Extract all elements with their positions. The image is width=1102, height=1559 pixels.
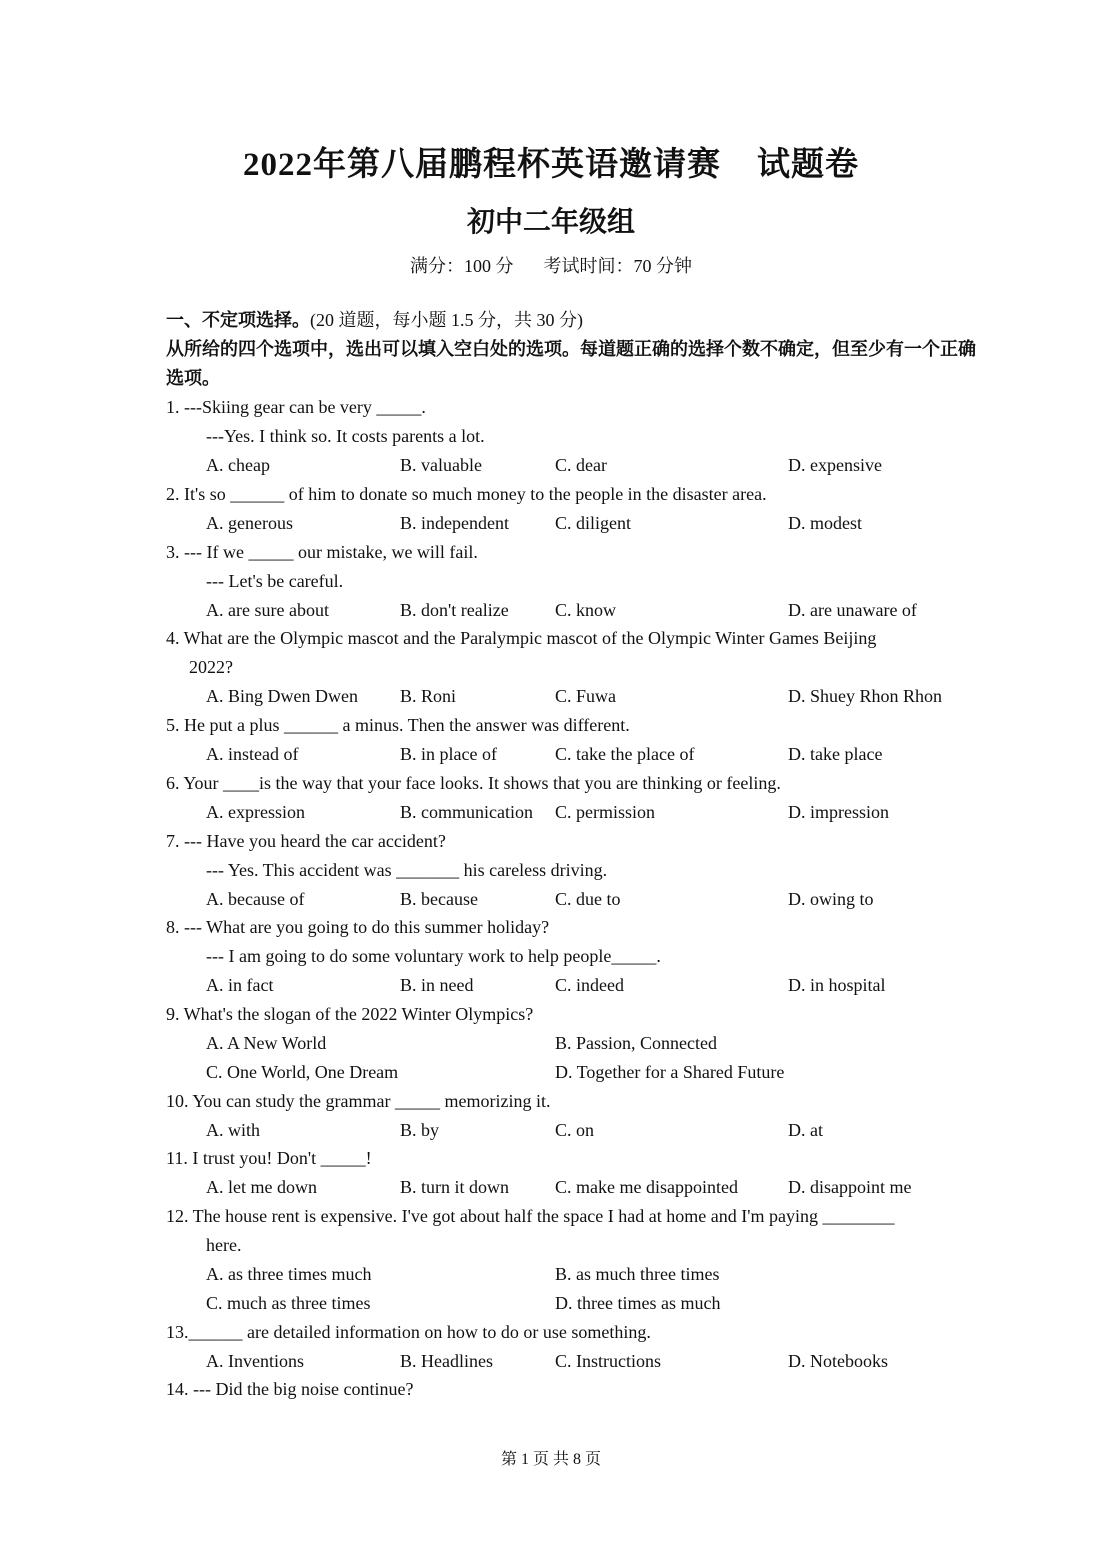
- option-a[interactable]: A. A New World: [206, 1033, 327, 1053]
- option-b[interactable]: B. independent: [400, 513, 509, 533]
- option-d[interactable]: D. Together for a Shared Future: [555, 1062, 785, 1082]
- option-b[interactable]: B. Headlines: [400, 1351, 493, 1371]
- options-row: [166, 1260, 986, 1289]
- option-d[interactable]: D. are unaware of: [788, 600, 917, 620]
- question-10: [166, 1087, 986, 1145]
- options-row: [166, 1116, 986, 1145]
- options-row: [166, 509, 986, 538]
- page-subtitle: 初中二年级组: [466, 207, 635, 238]
- option-c[interactable]: C. indeed: [555, 975, 624, 995]
- option-c[interactable]: C. make me disappointed: [555, 1177, 738, 1197]
- options-row: [166, 1058, 986, 1087]
- exam-meta: [0, 252, 1102, 278]
- question-9: [166, 1000, 986, 1087]
- option-b[interactable]: B. don't realize: [400, 600, 509, 620]
- option-c[interactable]: C. diligent: [555, 513, 631, 533]
- option-a[interactable]: A. instead of: [206, 744, 299, 764]
- options-row: [166, 682, 986, 711]
- options-row: [166, 1347, 986, 1376]
- option-a[interactable]: A. generous: [206, 513, 293, 533]
- option-b[interactable]: B. valuable: [400, 455, 482, 475]
- option-c[interactable]: C. due to: [555, 889, 621, 909]
- title-tail: 试题卷: [757, 147, 859, 183]
- question-dialog: --- I am going to do some voluntary work to help people_____.: [206, 946, 661, 966]
- options-row: [166, 1029, 986, 1058]
- option-a[interactable]: A. as three times much: [206, 1264, 372, 1284]
- question-1: [166, 393, 986, 480]
- options-row: [166, 971, 986, 1000]
- option-b[interactable]: B. as much three times: [555, 1264, 720, 1284]
- option-d[interactable]: D. expensive: [788, 455, 882, 475]
- section-note: (20 道题，每小题 1.5 分，共 30 分): [310, 310, 583, 330]
- option-b[interactable]: B. turn it down: [400, 1177, 510, 1197]
- page-footer: 第 1 页 共 8 页: [500, 1451, 601, 1468]
- question-stem: 14. --- Did the big noise continue?: [166, 1379, 414, 1399]
- option-b[interactable]: B. Passion, Connected: [555, 1033, 717, 1053]
- question-12: [166, 1202, 986, 1318]
- options-row: [166, 1173, 986, 1202]
- question-stem: 8. --- What are you going to do this summer holiday?: [166, 917, 550, 937]
- title-main: 2022年第八届鹏程杯英语邀请赛: [243, 147, 721, 183]
- options-row: [166, 596, 986, 625]
- option-a[interactable]: A. expression: [206, 802, 305, 822]
- question-14: [166, 1375, 986, 1404]
- section-instruction: 从所给的四个选项中，选出可以填入空白处的选项。每道题正确的选择个数不确定，但至少有一个正确选项。: [166, 339, 976, 388]
- option-b[interactable]: B. in place of: [400, 744, 497, 764]
- question-stem: 13.______ are detailed information on how to do or use something.: [166, 1322, 651, 1342]
- option-c[interactable]: C. much as three times: [206, 1293, 371, 1313]
- question-stem: 12. The house rent is expensive. I've got about half the space I had at home and I'm paying ________: [166, 1206, 895, 1226]
- option-d[interactable]: D. impression: [788, 802, 889, 822]
- options-row: [166, 885, 986, 914]
- option-a[interactable]: A. cheap: [206, 455, 270, 475]
- option-c[interactable]: C. take the place of: [555, 744, 695, 764]
- full-score: 满分：100 分: [410, 256, 514, 276]
- question-stem: 3. --- If we _____ our mistake, we will fail.: [166, 542, 478, 562]
- option-a[interactable]: A. with: [206, 1120, 260, 1140]
- question-4: [166, 624, 986, 711]
- option-d[interactable]: D. owing to: [788, 889, 874, 909]
- option-b[interactable]: B. Roni: [400, 686, 457, 706]
- question-2: [166, 480, 986, 538]
- option-d[interactable]: D. three times as much: [555, 1293, 721, 1313]
- question-dialog: --- Let's be careful.: [206, 571, 344, 591]
- question-5: [166, 711, 986, 769]
- option-c[interactable]: C. Fuwa: [555, 686, 617, 706]
- question-continuation: here.: [206, 1235, 242, 1255]
- option-a[interactable]: A. let me down: [206, 1177, 317, 1197]
- page-title: [0, 138, 1102, 185]
- question-stem: 4. What are the Olympic mascot and the Paralympic mascot of the Olympic Winter Games Beijing: [166, 628, 877, 648]
- option-b[interactable]: B. in need: [400, 975, 474, 995]
- question-stem: 6. Your ____is the way that your face looks. It shows that you are thinking or feeling.: [166, 773, 781, 793]
- question-stem: 2. It's so ______ of him to donate so much money to the people in the disaster area.: [166, 484, 767, 504]
- option-c[interactable]: C. One World, One Dream: [206, 1062, 399, 1082]
- option-c[interactable]: C. on: [555, 1120, 595, 1140]
- option-a[interactable]: A. because of: [206, 889, 305, 909]
- option-d[interactable]: D. modest: [788, 513, 862, 533]
- option-d[interactable]: D. at: [788, 1120, 823, 1140]
- question-stem: 11. I trust you! Don't _____!: [166, 1148, 372, 1168]
- option-a[interactable]: A. are sure about: [206, 600, 329, 620]
- option-b[interactable]: B. communication: [400, 802, 533, 822]
- question-13: [166, 1318, 986, 1376]
- question-3: [166, 538, 986, 625]
- section-heading: [166, 306, 986, 393]
- options-row: [166, 740, 986, 769]
- question-8: [166, 913, 986, 1000]
- option-c[interactable]: C. permission: [555, 802, 656, 822]
- question-stem: 5. He put a plus ______ a minus. Then the answer was different.: [166, 715, 630, 735]
- option-d[interactable]: D. Notebooks: [788, 1351, 888, 1371]
- question-stem: 1. ---Skiing gear can be very _____.: [166, 397, 426, 417]
- option-b[interactable]: B. by: [400, 1120, 440, 1140]
- option-a[interactable]: A. in fact: [206, 975, 274, 995]
- options-row: [166, 1289, 986, 1318]
- options-row: [166, 798, 986, 827]
- question-dialog: --- Yes. This accident was _______ his careless driving.: [206, 860, 608, 880]
- options-row: [166, 451, 986, 480]
- question-6: [166, 769, 986, 827]
- question-7: [166, 827, 986, 914]
- option-c[interactable]: C. dear: [555, 455, 607, 475]
- option-a[interactable]: A. Bing Dwen Dwen: [206, 686, 358, 706]
- question-stem: 7. --- Have you heard the car accident?: [166, 831, 446, 851]
- question-stem: 9. What's the slogan of the 2022 Winter Olympics?: [166, 1004, 534, 1024]
- option-c[interactable]: C. know: [555, 600, 617, 620]
- section-title: 一、不定项选择。: [166, 310, 310, 330]
- option-b[interactable]: B. because: [400, 889, 478, 909]
- option-d[interactable]: D. Shuey Rhon Rhon: [788, 686, 943, 706]
- question-11: [166, 1144, 986, 1202]
- question-continuation: 2022?: [189, 657, 233, 677]
- question-dialog: ---Yes. I think so. It costs parents a lot.: [206, 426, 485, 446]
- exam-time: 考试时间：70 分钟: [543, 256, 692, 276]
- option-d[interactable]: D. take place: [788, 744, 883, 764]
- question-stem: 10. You can study the grammar _____ memorizing it.: [166, 1091, 551, 1111]
- option-d[interactable]: D. disappoint me: [788, 1177, 912, 1197]
- option-a[interactable]: A. Inventions: [206, 1351, 304, 1371]
- option-d[interactable]: D. in hospital: [788, 975, 886, 995]
- option-c[interactable]: C. Instructions: [555, 1351, 661, 1371]
